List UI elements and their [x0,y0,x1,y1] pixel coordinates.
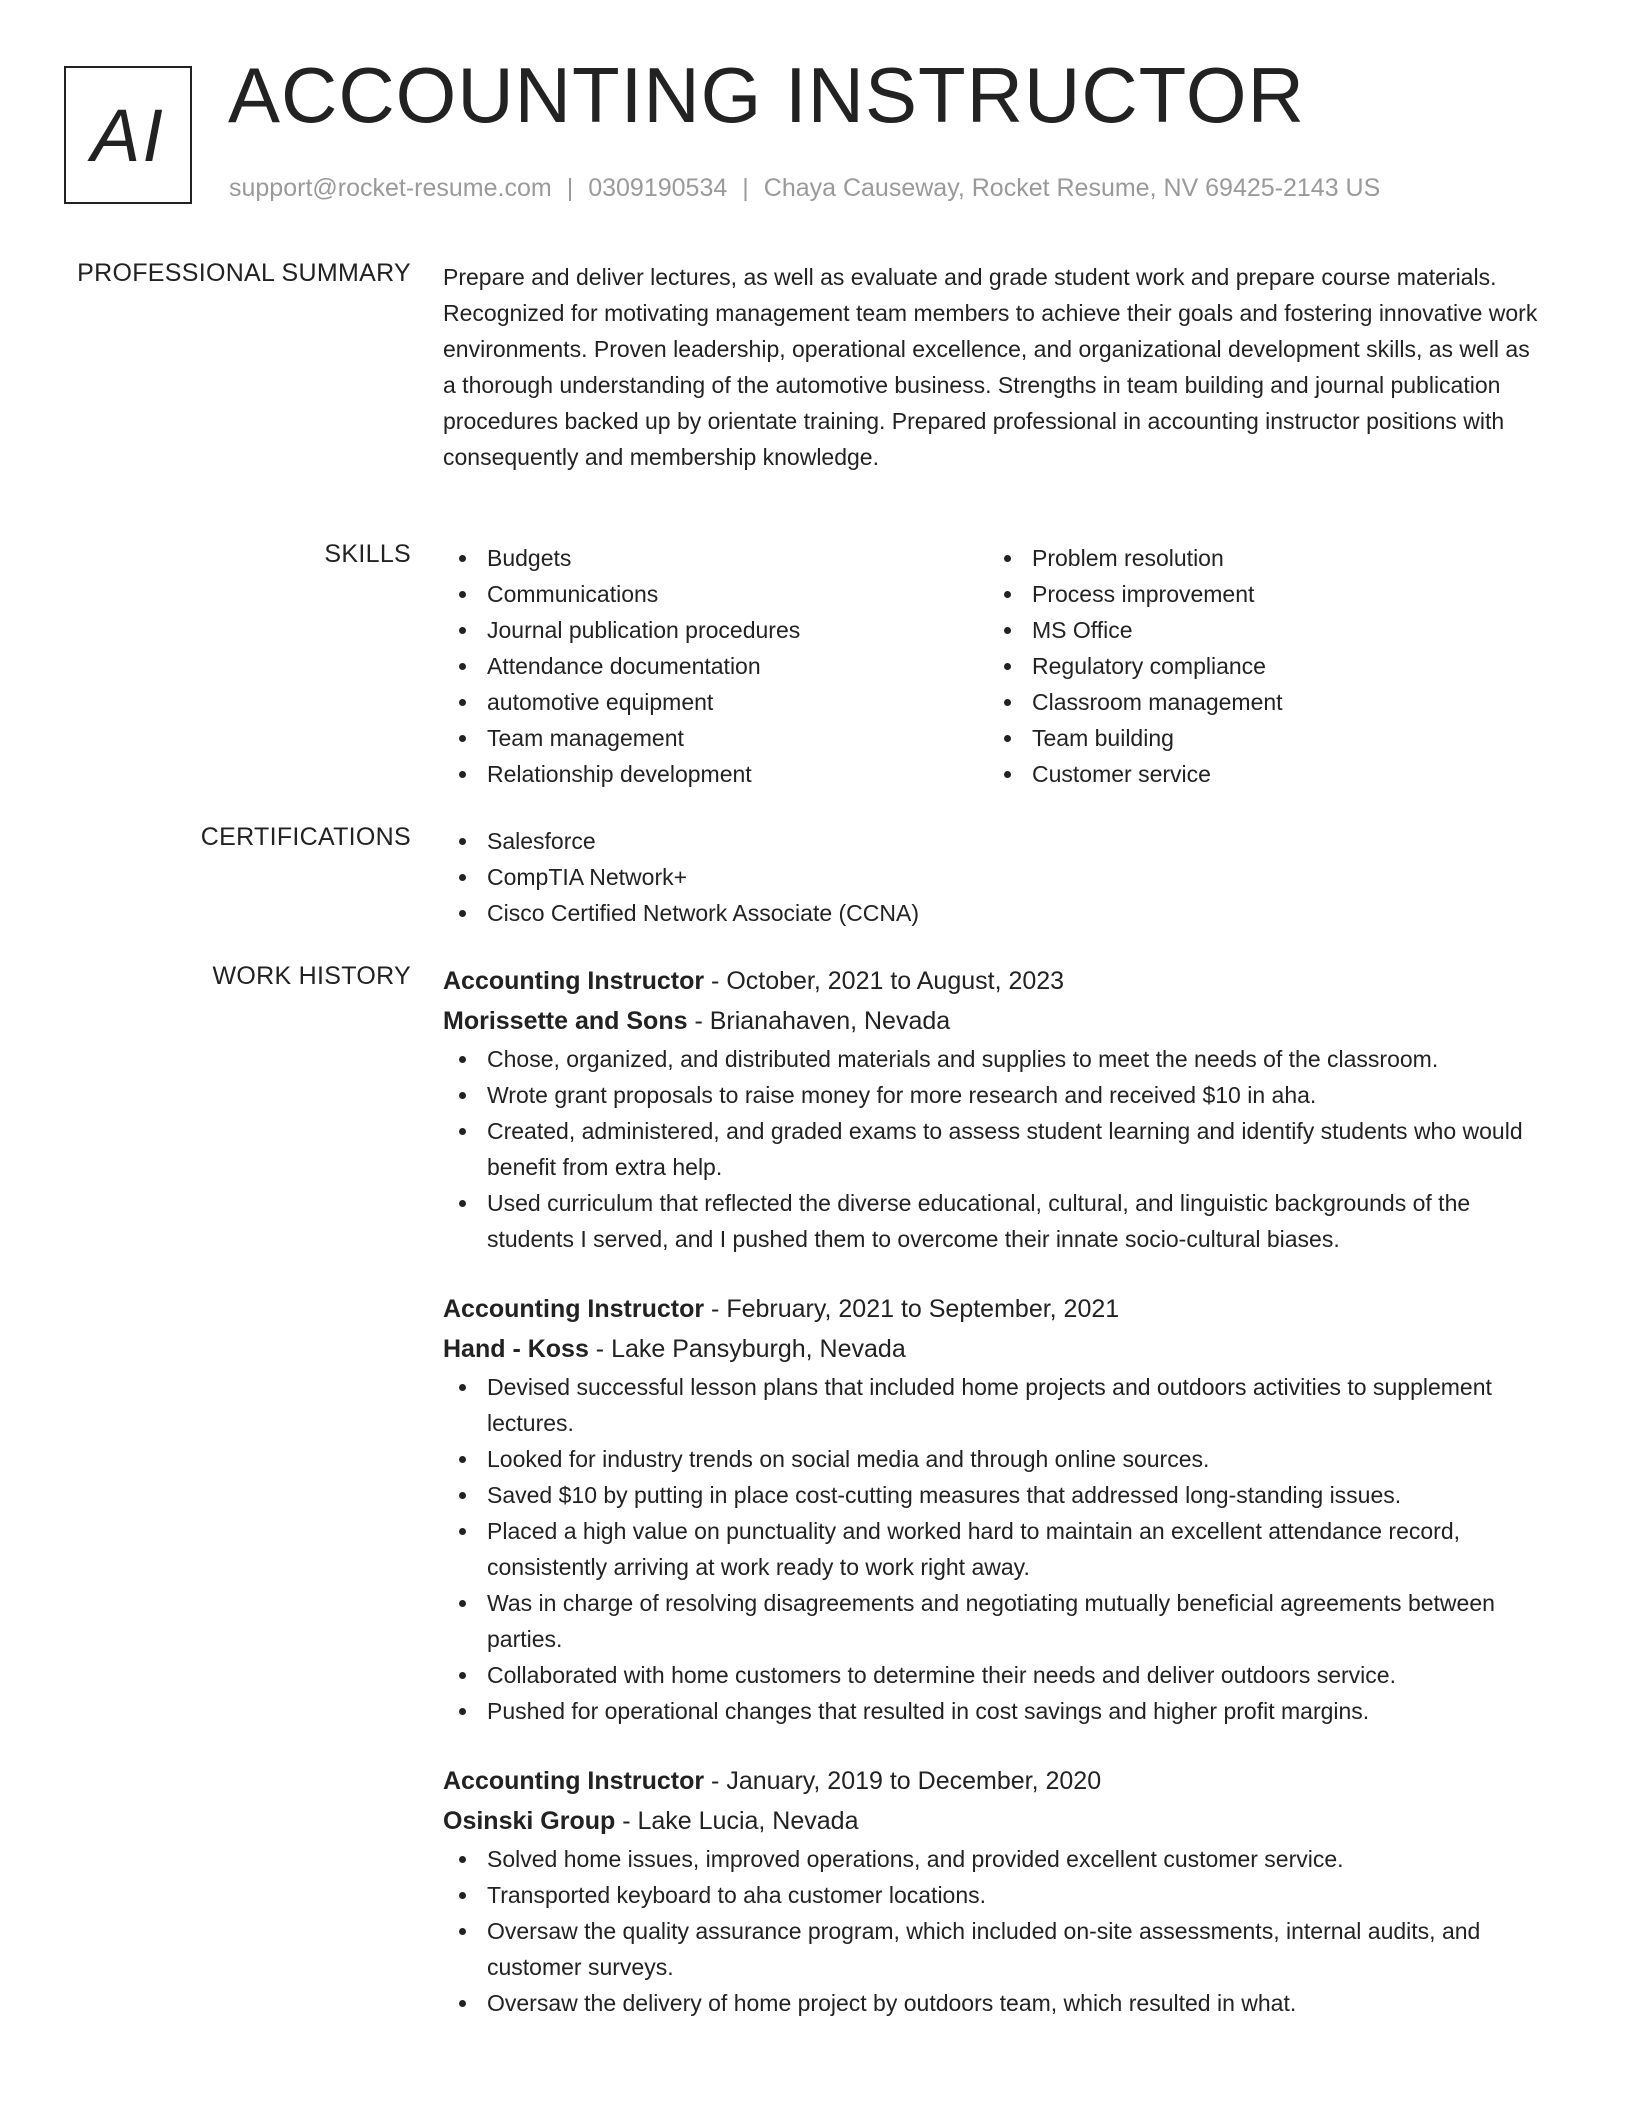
job-bullet-list [443,1041,1548,1257]
skills-heading: SKILLS [324,540,411,568]
job-bullet: Solved home issues, improved operations, and provided excellent customer service. [443,1841,1548,1877]
job-bullet-list [443,1369,1548,1729]
skill-item: Team building [988,720,1533,756]
skill-item: Classroom management [988,684,1533,720]
skills-column-right [988,540,1533,792]
job-title: Accounting Instructor [443,1767,705,1795]
job-company: Hand - Koss [443,1335,589,1363]
job-title: Accounting Instructor [443,967,705,995]
skill-item: Communications [443,576,988,612]
job-title-line [443,1289,1548,1329]
job-entry [443,1289,1548,1729]
skill-item: Attendance documentation [443,648,988,684]
skill-item: Team management [443,720,988,756]
job-dates: - January, 2019 to December, 2020 [704,1767,1102,1795]
job-bullet: Oversaw the delivery of home project by outdoors team, which resulted in what. [443,1985,1548,2021]
skill-item: automotive equipment [443,684,988,720]
skill-item: Problem resolution [988,540,1533,576]
job-company: Osinski Group [443,1807,616,1835]
certification-item: Salesforce [443,823,1548,859]
summary-heading: PROFESSIONAL SUMMARY [77,259,411,287]
job-bullet: Created, administered, and graded exams to assess student learning and identify students who would benefit from extra help. [443,1113,1548,1185]
job-bullet: Collaborated with home customers to determine their needs and deliver outdoors service. [443,1657,1548,1693]
job-entry [443,961,1548,1257]
job-dates: - February, 2021 to September, 2021 [704,1295,1120,1323]
contact-line [229,174,1380,203]
job-bullet: Was in charge of resolving disagreements and negotiating mutually beneficial agreements between parties. [443,1585,1548,1657]
job-title: Accounting Instructor [443,1295,705,1323]
monogram-text: AI [91,93,165,177]
job-bullet: Pushed for operational changes that resulted in cost savings and higher profit margins. [443,1693,1548,1729]
job-bullet: Chose, organized, and distributed materials and supplies to meet the needs of the classroom. [443,1041,1548,1077]
work-history-list [443,961,1548,2021]
certifications-heading: CERTIFICATIONS [200,823,411,851]
job-entry [443,1761,1548,2021]
job-bullet: Looked for industry trends on social media and through online sources. [443,1441,1548,1477]
contact-phone: 0309190534 [588,174,728,202]
certifications-list [443,823,1548,931]
certification-item: Cisco Certified Network Associate (CCNA) [443,895,1548,931]
contact-separator: | [742,174,749,202]
job-dates: - October, 2021 to August, 2023 [704,967,1065,995]
work-history-heading: WORK HISTORY [212,962,411,990]
job-bullet: Transported keyboard to aha customer locations. [443,1877,1548,1913]
job-bullet: Used curriculum that reflected the diverse educational, cultural, and linguistic backgrounds of the students I served, and I pushed them to overcome their innate socio-cultural biases. [443,1185,1548,1257]
resume-title: ACCOUNTING INSTRUCTOR [228,51,1305,139]
monogram-logo [64,66,192,204]
skill-item: MS Office [988,612,1533,648]
contact-separator: | [566,174,574,202]
contact-email: support@rocket-resume.com [229,174,552,202]
job-bullet-list [443,1841,1548,2021]
summary-text: Prepare and deliver lectures, as well as evaluate and grade student work and prepare course materials. Recognized for motivating management team members to achieve their goals and fostering innovative work environments. Proven leadership, operational excellence, and organizational development skills, as well as a thorough understanding of the automotive business. Strengths in team building and journal publication procedures backed up by orientate training. Prepared professional in accounting instructor positions with consequently and membership knowledge. [443,264,1538,470]
job-title-line [443,961,1548,1001]
skill-item: Relationship development [443,756,988,792]
certifications-list-wrap [443,823,1548,931]
job-bullet: Saved $10 by putting in place cost-cutting measures that addressed long-standing issues. [443,1477,1548,1513]
skills-column-left [443,540,988,792]
contact-address: Chaya Causeway, Rocket Resume, NV 69425-2143 US [763,174,1381,202]
job-location: - Brianahaven, Nevada [687,1007,951,1035]
job-title-line [443,1761,1548,1801]
job-bullet: Placed a high value on punctuality and worked hard to maintain an excellent attendance record, consistently arriving at work ready to work right away. [443,1513,1548,1585]
skill-item: Customer service [988,756,1533,792]
skill-item: Process improvement [988,576,1533,612]
job-bullet: Oversaw the quality assurance program, which included on-site assessments, internal audits, and customer surveys. [443,1913,1548,1985]
skills-list [443,540,1548,792]
skill-item: Regulatory compliance [988,648,1533,684]
job-company-line [443,1801,1548,1841]
job-company: Morissette and Sons [443,1007,688,1035]
job-location: - Lake Lucia, Nevada [615,1807,859,1835]
job-bullet: Devised successful lesson plans that included home projects and outdoors activities to supplement lectures. [443,1369,1548,1441]
job-bullet: Wrote grant proposals to raise money for more research and received $10 in aha. [443,1077,1548,1113]
skill-item: Budgets [443,540,988,576]
skill-item: Journal publication procedures [443,612,988,648]
job-company-line [443,1329,1548,1369]
certification-item: CompTIA Network+ [443,859,1548,895]
job-location: - Lake Pansyburgh, Nevada [588,1335,906,1363]
job-company-line [443,1001,1548,1041]
